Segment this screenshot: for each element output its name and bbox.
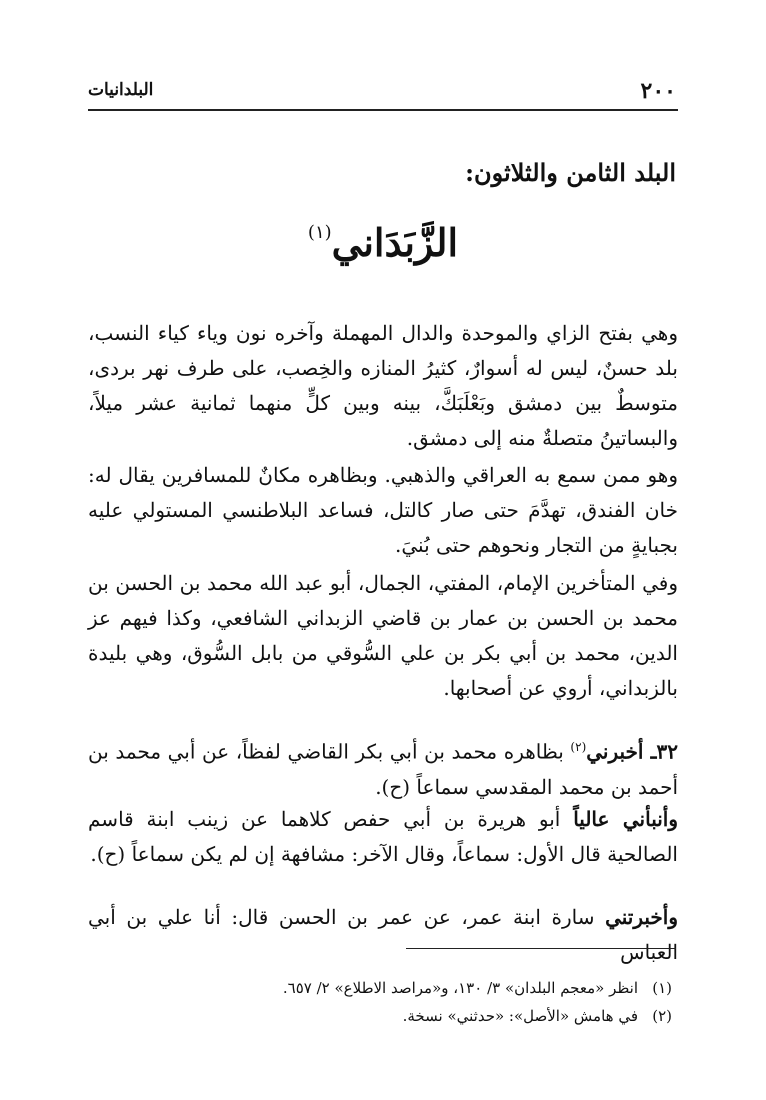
paragraph-lead: ٣٢ـ أخبرني bbox=[586, 739, 678, 764]
title-footnote-marker: (١) bbox=[307, 222, 332, 243]
running-title: البلدانيات bbox=[88, 80, 154, 100]
paragraph-text: وهي بفتح الزاي والموحدة والدال المهملة وآخره نون وياء كياء النسب، بلد حسنٌ، ليس له أسوارٌ، كثيرُ المنازه والخِصب، على طرف نهر بردى، متوسطٌ بين دمشق وبَعْلَبَكَّ، بينه وبين كلٍّ منهما ثمانية عشر ميلاً، والبساتينُ متصلةٌ منه إلى دمشق. bbox=[88, 321, 678, 450]
footnote-marker: (٢) bbox=[570, 740, 587, 754]
paragraph bbox=[88, 900, 678, 970]
paragraph-text: أبو هريرة بن أبي حفص كلاهما عن زينب ابنة قاسم الصالحية قال الأول: سماعاً، وقال الآخر: مشافهة إن لم يكن سماعاً (ح). bbox=[88, 807, 678, 866]
paragraph-text: وهو ممن سمع به العراقي والذهبي. وبظاهره مكانٌ للمسافرين يقال له: خان الفندق، تهدَّمَ حتى صار كالتل، فساعد البلاطنسي المستولي عليه بجبايةٍ من التجار ونحوهم حتى بُنيَ. bbox=[88, 463, 678, 557]
footnote bbox=[403, 1006, 672, 1026]
footnote-number: (٢) bbox=[652, 1007, 672, 1025]
section-heading: البلد الثامن والثلاثون: bbox=[465, 158, 676, 187]
footnote-number: (١) bbox=[652, 979, 672, 997]
paragraph bbox=[88, 316, 678, 456]
paragraph bbox=[88, 802, 678, 872]
paragraph-text: وفي المتأخرين الإمام، المفتي، الجمال، أبو عبد الله محمد بن الحسن بن محمد بن الحسن بن عمار بن قاضي الزبداني الشافعي، وكذا فيهم عز الدين، محمد بن أبي بكر بن علي السُّوقي من بابل السُّوق، وهي بليدة بالزبداني، أروي عن أصحابها. bbox=[88, 571, 678, 700]
page-number: ٢٠٠ bbox=[640, 78, 676, 104]
footnote-text: في هامش «الأصل»: «حدثني» نسخة. bbox=[402, 1007, 638, 1025]
page-header bbox=[88, 78, 678, 104]
paragraph-text: بظاهره محمد بن أبي بكر القاضي لفظاً، عن أبي محمد بن أحمد بن محمد المقدسي سماعاً (ح). bbox=[88, 739, 678, 799]
entry-title-text: الزَّبَدَاني bbox=[331, 220, 459, 265]
paragraph-lead: وأخبرتني bbox=[605, 905, 678, 929]
paragraph-lead: وأنبأني عالياً bbox=[573, 807, 679, 831]
paragraph bbox=[88, 566, 678, 706]
paragraph-text: سارة ابنة عمر، عن عمر بن الحسن قال: أنا علي بن أبي العباس bbox=[88, 905, 678, 964]
footnote-text: انظر «معجم البلدان» ٣/ ١٣٠، و«مراصد الاطلاع» ٢/ ٦٥٧. bbox=[282, 979, 638, 997]
paragraph bbox=[88, 730, 678, 805]
footnote bbox=[283, 978, 672, 998]
paragraph bbox=[88, 458, 678, 563]
header-divider bbox=[88, 109, 678, 111]
entry-title bbox=[88, 220, 678, 265]
footnote-divider bbox=[406, 948, 676, 949]
